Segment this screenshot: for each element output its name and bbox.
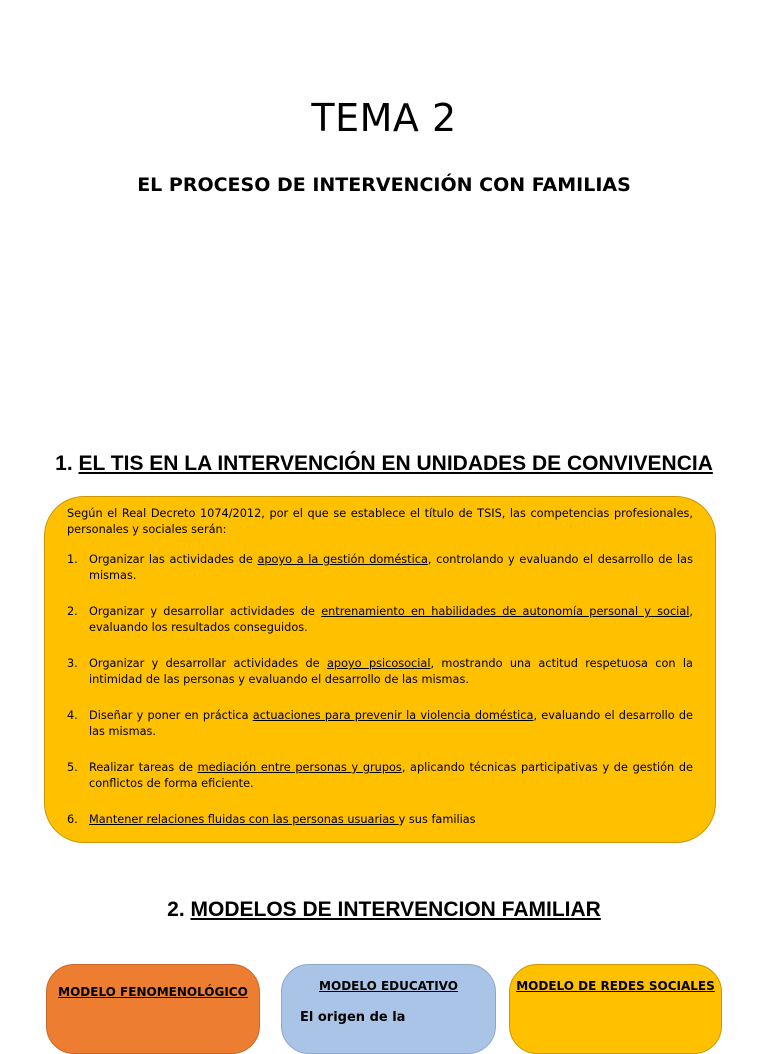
item-number: 5.	[67, 761, 78, 774]
item-text: Realizar tareas de	[89, 761, 198, 774]
item-text: Organizar y desarrollar actividades de	[89, 657, 327, 670]
item-number: 4.	[67, 709, 78, 722]
item-text: , evaluando los resultados conseguidos.	[89, 605, 693, 634]
item-number: 2.	[67, 605, 78, 618]
section-1-number: 1.	[55, 452, 79, 475]
item-highlight: apoyo psicosocial	[326, 657, 431, 670]
list-item	[67, 812, 693, 828]
model-card-label: MODELO FENOMENOLÓGICO	[58, 985, 248, 999]
item-highlight: mediación entre personas y grupos	[197, 761, 402, 774]
item-highlight: actuaciones para prevenir la violencia doméstica	[252, 709, 534, 722]
item-number: 1.	[67, 553, 78, 566]
item-text: , evaluando el desarrollo de las mismas.	[89, 709, 694, 738]
item-text: , controlando y evaluando el desarrollo de las mismas.	[89, 553, 693, 582]
section-1-heading	[0, 452, 768, 476]
section-2-number: 2.	[167, 898, 191, 921]
list-item	[67, 708, 693, 740]
item-text: Diseñar y poner en práctica	[89, 709, 253, 722]
competencias-list	[67, 552, 693, 828]
model-card-redes-sociales	[509, 964, 722, 1054]
model-card-label: MODELO DE REDES SOCIALES	[516, 979, 715, 993]
model-card-label: MODELO EDUCATIVO	[319, 979, 458, 993]
section-2-title: MODELOS DE INTERVENCION FAMILIAR	[190, 898, 601, 921]
item-number: 3.	[67, 657, 78, 670]
page-subtitle: EL PROCESO DE INTERVENCIÓN CON FAMILIAS	[137, 174, 631, 196]
list-item	[67, 604, 693, 636]
item-highlight: entrenamiento en habilidades de autonomía personal y social	[321, 605, 690, 618]
item-text: Organizar las actividades de	[89, 553, 258, 566]
item-text: Organizar y desarrollar actividades de	[89, 605, 322, 618]
item-text: , mostrando una actitud respetuosa con la intimidad de las personas y evaluando el desarrollo de las mismas.	[89, 657, 693, 686]
list-item	[67, 552, 693, 584]
model-card-fenomenologico	[46, 964, 260, 1054]
list-item	[67, 656, 693, 688]
model-card-educativo	[281, 964, 496, 1054]
model-card-body: El origen de la	[300, 1010, 406, 1025]
page-title: TEMA 2	[311, 96, 457, 140]
section-2-heading	[0, 898, 768, 922]
list-item	[67, 760, 693, 792]
competencias-box	[44, 496, 716, 843]
item-number: 6.	[67, 813, 78, 826]
item-highlight: apoyo a la gestión doméstica	[257, 553, 428, 566]
section-1-title: EL TIS EN LA INTERVENCIÓN EN UNIDADES DE CONVIVENCIA	[78, 452, 713, 475]
item-text: , aplicando técnicas participativas y de gestión de conflictos de forma eficiente.	[89, 761, 693, 790]
competencias-intro: Según el Real Decreto 1074/2012, por el que se establece el título de TSIS, las competencias profesionales, personales y sociales serán:	[67, 507, 693, 536]
item-highlight: Mantener relaciones fluidas con las personas usuarias	[89, 813, 399, 826]
item-text: y sus familias	[398, 813, 476, 826]
